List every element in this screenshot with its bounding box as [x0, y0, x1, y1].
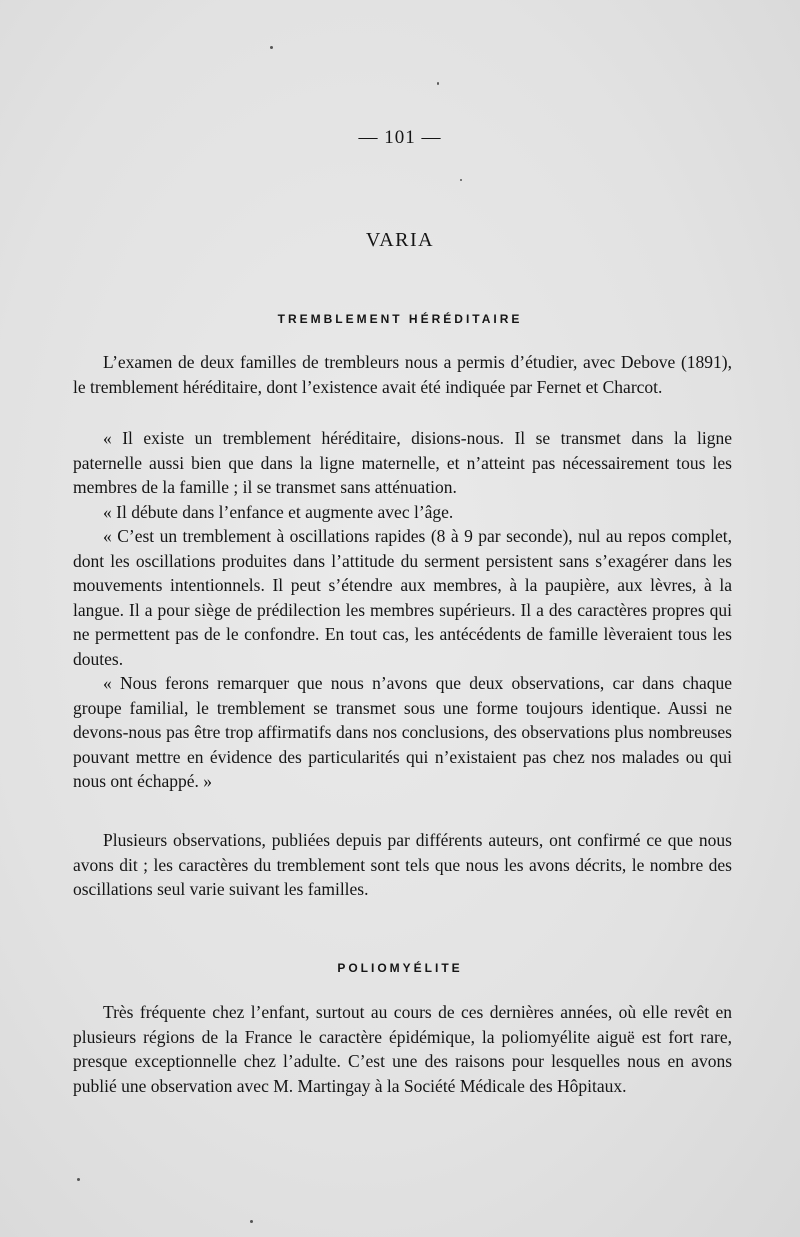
paragraph: « Nous ferons remarquer que nous n’avons que deux observations, car dans chaque groupe familial, le tremblement se transmet sous une forme toujours identique. Aussi ne devons-nous pas être trop affirmatifs dans nos conclusions, des observations plus nombreuses pouvant mettre en évidence des particularités qui n’existaient pas chez nos malades ou qui nous ont échappé. »	[73, 673, 732, 791]
paragraph: Plusieurs observations, publiées depuis par différents auteurs, ont confirmé ce que nous avons dit ; les caractères du tremblement sont tels que nous les avons décrits, le nombre des oscillations seul varie suivant les familles.	[73, 830, 732, 899]
paragraph: « C’est un tremblement à oscillations rapides (8 à 9 par seconde), nul au repos complet, dont les oscillations produites dans l’attitude du serment persistent sans s’exagérer dans les mouvements intentionnels. Il peut s’étendre aux membres, à la paupière, aux lèvres, à la langue. Il a pour siège de prédilection les membres supérieurs. Il a des caractères propres qui ne permettent pas de le confondre. En tout cas, les antécédents de famille lèveraient tous les doutes.	[73, 526, 732, 669]
paragraph-block-conclusion	[73, 828, 732, 902]
paragraph: Très fréquente chez l’enfant, surtout au cours de ces dernières années, où elle revêt en plusieurs régions de la France le caractère épidémique, la poliomyélite aiguë est fort rare, presque exceptionnelle chez l’adulte. C’est une des raisons pour lesquelles nous en avons publié une observation avec M. Martingay à la Société Médicale des Hôpitaux.	[73, 1002, 732, 1096]
paper-speck	[250, 1220, 253, 1223]
page-number: — 101 —	[358, 127, 442, 148]
paper-speck	[437, 82, 439, 85]
quotation-block	[73, 426, 732, 794]
paragraph-block-poliomyelite	[73, 1000, 732, 1098]
paper-speck	[270, 46, 273, 49]
paragraph: L’examen de deux familles de trembleurs nous a permis d’étudier, avec Debove (1891), le tremblement héréditaire, dont l’existence avait été indiquée par Fernet et Charcot.	[73, 352, 732, 397]
paper-speck	[460, 179, 462, 181]
paper-speck	[77, 1178, 80, 1181]
subsection-heading-poliomyelite: POLIOMYÉLITE	[337, 961, 463, 975]
section-title: VARIA	[365, 229, 435, 251]
paragraph: « Il existe un tremblement héréditaire, disions-nous. Il se transmet dans la ligne paternelle aussi bien que dans la ligne maternelle, et n’atteint pas nécessairement tous les membres de la famille ; il se transmet sans atténuation.	[73, 428, 732, 497]
paragraph: « Il débute dans l’enfance et augmente avec l’âge.	[103, 501, 454, 522]
subsection-heading-tremblement: TREMBLEMENT HÉRÉDITAIRE	[277, 312, 523, 326]
paragraph-block-intro	[73, 350, 732, 399]
